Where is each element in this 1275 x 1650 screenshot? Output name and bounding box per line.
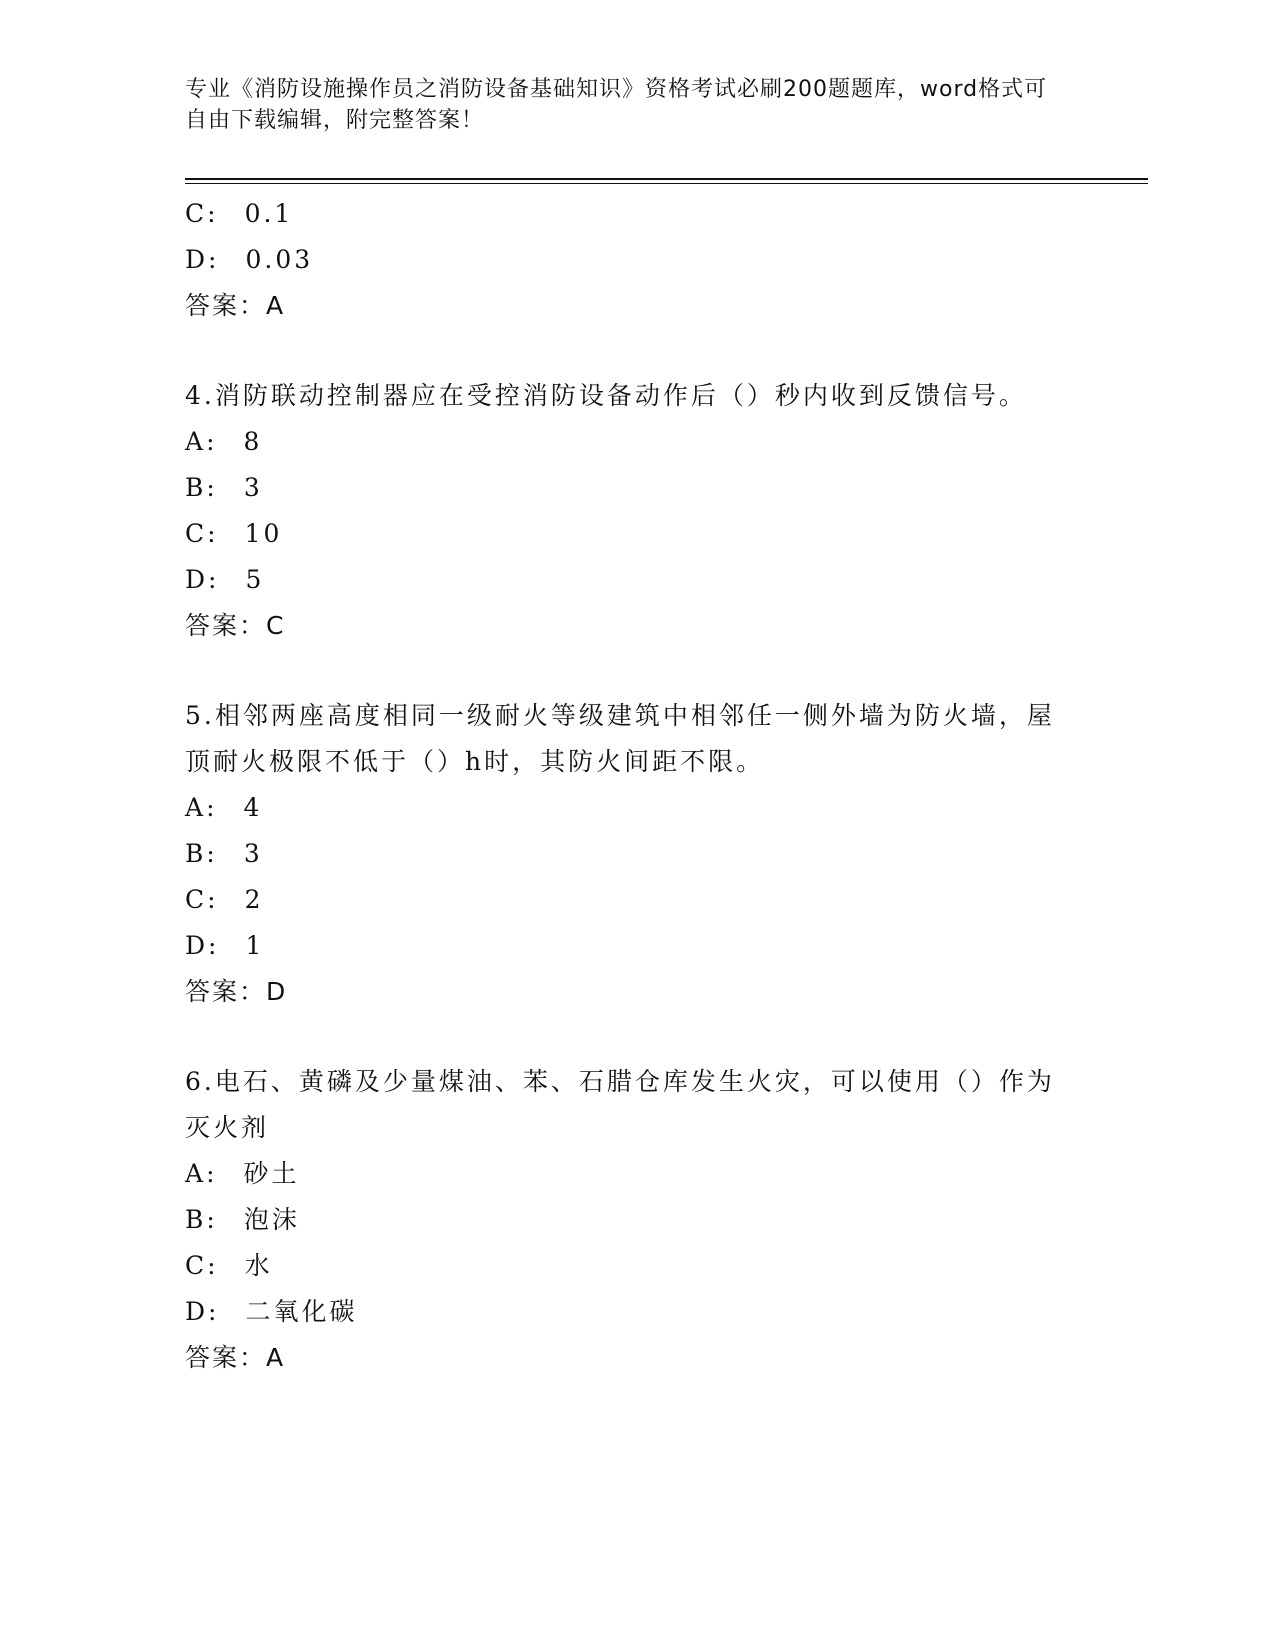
option-c: C: 水	[185, 1251, 273, 1280]
answer-line: 答案：A	[185, 1343, 286, 1372]
question-6	[185, 1059, 1075, 1381]
option-b: B: 3	[185, 473, 263, 502]
header-divider-thick	[185, 178, 1148, 180]
question-5	[185, 693, 1075, 1015]
answer-line: 答案：D	[185, 977, 288, 1006]
option-d: D: 5	[185, 565, 265, 594]
question-stem: 4.消防联动控制器应在受控消防设备动作后（）秒内收到反馈信号。	[185, 381, 1027, 410]
question-stem: 5.相邻两座高度相同一级耐火等级建筑中相邻任一侧外墙为防火墙，屋顶耐火极限不低于（）h时，其防火间距不限。	[185, 701, 1055, 776]
option-c: C: 2	[185, 885, 264, 914]
option-a: A: 8	[185, 427, 263, 456]
option-d: D: 二氧化碳	[185, 1297, 358, 1326]
option-a: A: 砂土	[185, 1159, 300, 1188]
header-divider-thin	[185, 183, 1148, 184]
answer-line: 答案：A	[185, 291, 286, 320]
option-c: C: 10	[185, 519, 283, 548]
question-content	[185, 191, 1075, 1381]
option-d: D: 1	[185, 931, 265, 960]
option-d: D: 0.03	[185, 245, 314, 274]
question-4	[185, 373, 1075, 649]
option-b: B: 3	[185, 839, 263, 868]
document-header: 专业《消防设施操作员之消防设备基础知识》资格考试必刷200题题库，word格式可自由下载编辑，附完整答案！	[185, 77, 1048, 133]
answer-line: 答案：C	[185, 611, 286, 640]
question-stem: 6.电石、黄磷及少量煤油、苯、石腊仓库发生火灾，可以使用（）作为灭火剂	[185, 1067, 1055, 1142]
option-b: B: 泡沫	[185, 1205, 300, 1234]
continued-question	[185, 191, 1075, 329]
option-a: A: 4	[185, 793, 263, 822]
option-c: C: 0.1	[185, 199, 294, 228]
